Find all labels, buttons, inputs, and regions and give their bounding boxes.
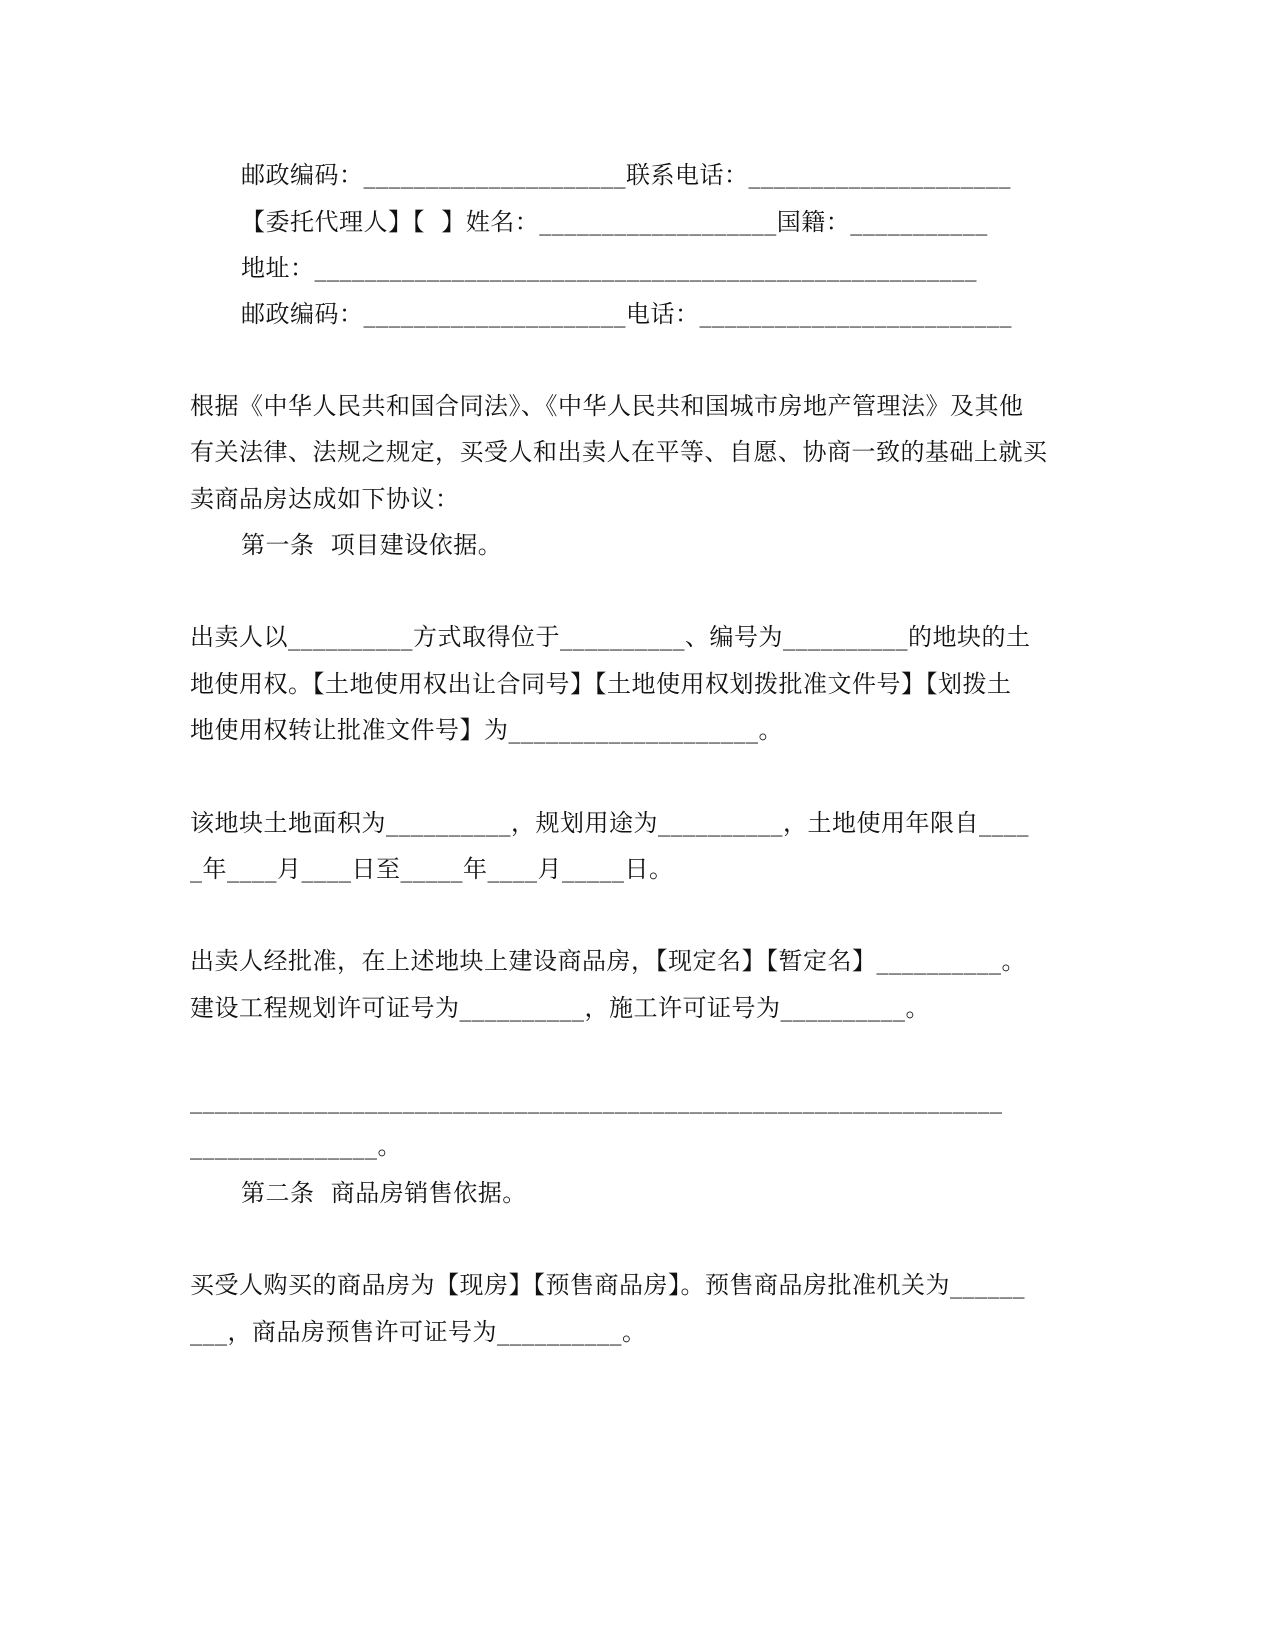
article-2-heading: 第二条 商品房销售依据。 — [241, 1179, 527, 1207]
article-1-para-1-line-2: 地使用权。【土地使用权出让合同号】【土地使用权划拨批准文件号】【划拨土 — [190, 670, 1012, 698]
article-1-para-1-line-1: 出卖人以__________方式取得位于__________、编号为__________的地块的土 — [190, 623, 1031, 651]
article-1-heading: 第一条 项目建设依据。 — [241, 531, 503, 559]
agent-postal-tel-line: 邮政编码：_____________________电话：_________________________ — [241, 300, 1012, 328]
article-1-para-1-line-3: 地使用权转让批准文件号】为____________________。 — [190, 716, 783, 744]
article-1-para-3-line-1: 出卖人经批准，在上述地块上建设商品房，【现定名】【暂定名】__________。 — [190, 947, 1026, 975]
article-1-para-4-line-1: _________________________________________________________________ — [190, 1086, 1003, 1114]
agent-name-nationality-line: 【委托代理人】【 】姓名：___________________国籍：___________ — [241, 208, 988, 236]
article-1-para-3-line-2: 建设工程规划许可证号为__________，施工许可证号为__________。 — [190, 994, 930, 1022]
preamble-line-2: 有关法律、法规之规定，买受人和出卖人在平等、自愿、协商一致的基础上就买 — [190, 438, 1048, 466]
article-1-para-2-line-2: _年____月____日至_____年____月_____日。 — [190, 855, 674, 883]
preamble-line-1: 根据《中华人民共和国合同法》、《中华人民共和国城市房地产管理法》及其他 — [190, 392, 1024, 420]
preamble-line-3: 卖商品房达成如下协议： — [190, 485, 460, 513]
agent-postal-phone-line: 邮政编码：_____________________联系电话：_____________________ — [241, 161, 1011, 189]
article-2-para-1-line-1: 买受人购买的商品房为【现房】【预售商品房】。预售商品房批准机关为______ — [190, 1271, 1025, 1299]
article-1-para-4-line-2: _______________。 — [190, 1132, 402, 1160]
agent-address-line: 地址：_____________________________________________________ — [241, 254, 977, 282]
article-1-para-2-line-1: 该地块土地面积为__________，规划用途为__________，土地使用年限自____ — [190, 809, 1029, 837]
article-2-para-1-line-2: ___，商品房预售许可证号为__________。 — [190, 1318, 647, 1346]
